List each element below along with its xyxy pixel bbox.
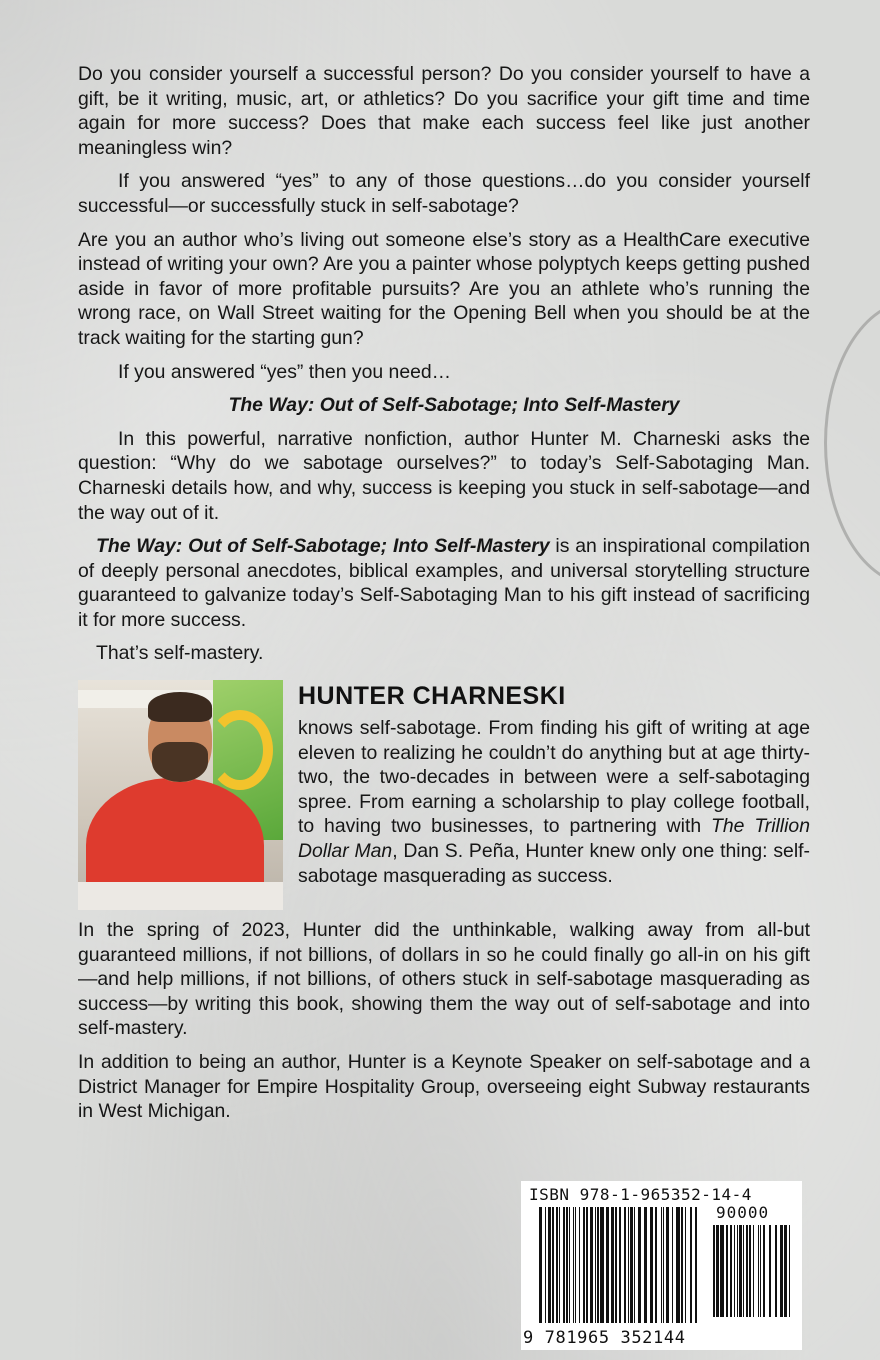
blurb-paragraph-4: If you answered “yes” then you need… <box>118 360 452 383</box>
trillion-dollar-man-title: The Trillion Dollar Man <box>298 815 810 863</box>
blurb-paragraph-1: Do you consider yourself a successful person? Do you consider yourself to have a gift, be it writing, music, art, or athletics? Do you sacrifice your gift time and time again for more success? Does that make each success feel like just another meaningless win? <box>78 63 810 159</box>
blurb-paragraph-2: If you answered “yes” to any of those questions…do you consider yourself successful—or successfully stuck in self-sabotage? <box>78 170 810 217</box>
isbn-number: ISBN 978-1-965352-14-4 <box>529 1185 752 1204</box>
blurb-paragraph-6-rest: is an inspirational compilation of deeply personal anecdotes, biblical examples, and universal storytelling structure guaranteed to galvanize today’s Self-Sabotaging Man to his gift instead of sacrificing it for more success. <box>78 535 810 631</box>
author-photo <box>78 680 283 910</box>
author-name: HUNTER CHARNESKI <box>298 682 566 711</box>
author-bio-text-b: , Dan S. Peña, Hunter knew only one thing: self-sabotage masquerading as success. <box>298 840 810 887</box>
author-bio-paragraph-3: In addition to being an author, Hunter is a Keynote Speaker on self-sabotage and a District Manager for Empire Hospitality Group, overseeing eight Subway restaurants in West Michigan. <box>78 1051 810 1123</box>
ean-digits: 9 781965 352144 <box>523 1328 686 1348</box>
price-addon-code: 90000 <box>716 1203 770 1222</box>
author-bio-text-a: knows self-sabotage. From finding his gift of writing at age eleven to realizing he couldn’t do anything but at age thirty-two, the two-decades in between were a self-sabotaging spree. From earning a scholarship to play college football, to having two businesses, to partnering with <box>298 717 810 838</box>
blurb-paragraph-7: That’s self-mastery. <box>96 642 264 665</box>
addon-barcode-bars <box>713 1225 793 1317</box>
author-bio-text <box>298 680 810 888</box>
isbn-barcode <box>521 1181 802 1350</box>
blurb-paragraph-6 <box>78 534 810 632</box>
blurb-paragraph-3: Are you an author who’s living out someone else’s story as a HealthCare executive instead of writing your own? Are you a painter whose polyptych keeps getting pushed aside in favor of more profitable pursuits? Are you an athlete who’s running the wrong race, on Wall Street waiting for the Opening Bell when you should be at the track waiting for the starting gun? <box>78 228 810 349</box>
author-bio <box>78 680 810 912</box>
author-bio-paragraph-2: In the spring of 2023, Hunter did the unthinkable, walking away from all-but guaranteed millions, if not billions, of dollars in so he could finally go all-in on his gift—and help millions, if not billions, of others stuck in self-sabotage masquerading as success—by writing this book, showing them the way out of self-sabotage and into self-mastery. <box>78 919 810 1040</box>
decorative-arc <box>824 300 880 586</box>
author-bio-paragraph-1 <box>298 716 810 888</box>
ean-barcode-bars <box>539 1207 697 1323</box>
back-cover-text <box>78 62 810 1133</box>
blurb-paragraph-5: In this powerful, narrative nonfiction, author Hunter M. Charneski asks the question: “Why do we sabotage ourselves?” to today’s Self-Sabotaging Man. Charneski details how, and why, success is keeping you stuck in self-sabotage—and the way out of it. <box>78 427 810 524</box>
book-title: The Way: Out of Self-Sabotage; Into Self-Mastery <box>228 394 680 417</box>
book-title-inline: The Way: Out of Self-Sabotage; Into Self-Mastery <box>96 535 550 558</box>
